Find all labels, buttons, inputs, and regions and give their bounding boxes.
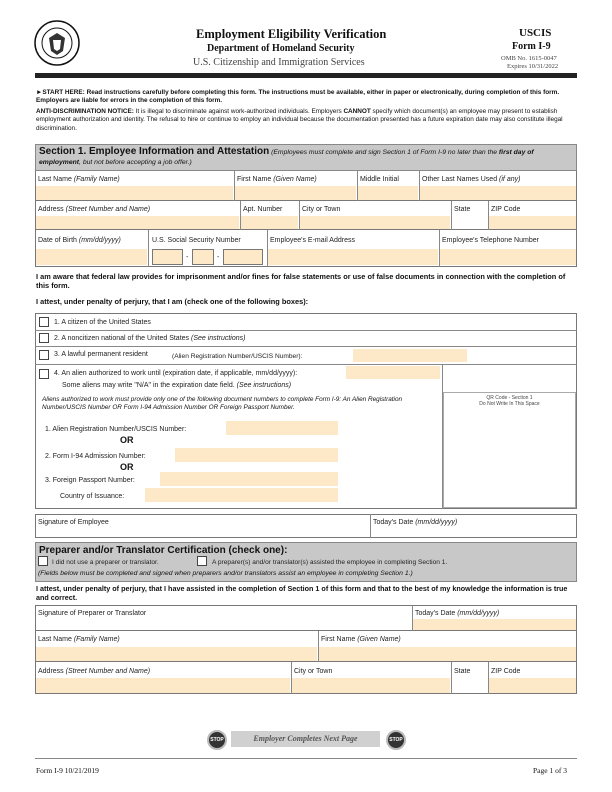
ssn-part2-input[interactable]: [192, 249, 214, 265]
passport-input[interactable]: [160, 472, 338, 486]
state-label: State: [454, 206, 471, 213]
qr-code-area: QR Code - Section 1 Do Not Write In This Space: [443, 392, 576, 508]
noncitizen-national-checkbox[interactable]: [39, 333, 49, 343]
preparer-date-label: Today's Date (mm/dd/yyyy): [415, 610, 500, 617]
employer-next-page-banner: Employer Completes Next Page: [231, 731, 380, 747]
dob-label: Date of Birth (mm/dd/yyyy): [38, 237, 121, 244]
middle-initial-input[interactable]: [358, 186, 418, 200]
preparer-attestation: I attest, under penalty of perjury, that I have assisted in the completion of Section 1 of this form and that to the best of my knowledge the information is true and correct.: [36, 584, 568, 602]
preparer-last-name-label: Last Name (Family Name): [38, 636, 120, 643]
stop-sign-icon: STOP: [207, 730, 227, 750]
email-input[interactable]: [268, 249, 438, 265]
alien-registration-input[interactable]: [226, 421, 338, 435]
permanent-resident-checkbox[interactable]: [39, 350, 49, 360]
preparer-date-input[interactable]: [413, 619, 576, 630]
preparer-used-label: A preparer(s) and/or translator(s) assisted the employee in completing Section 1.: [212, 559, 448, 566]
employee-signature-label: Signature of Employee: [38, 519, 109, 526]
preparer-zip-input[interactable]: [489, 678, 576, 693]
ssn-part1-input[interactable]: [152, 249, 183, 265]
preparer-note: (Fields below must be completed and signed when preparers and/or translators assist an employee in completing Section 1.): [38, 570, 413, 577]
i94-input[interactable]: [175, 448, 338, 462]
or-separator: OR: [120, 435, 134, 445]
form-number: Form I-9: [512, 41, 551, 52]
noncitizen-national-label: 2. A noncitizen national of the United States (See instructions): [54, 335, 246, 342]
i94-label: 2. Form I-94 Admission Number:: [45, 453, 146, 460]
dob-input[interactable]: [36, 249, 147, 265]
last-name-input[interactable]: [36, 186, 233, 200]
department: Department of Homeland Security: [207, 43, 355, 54]
ssn-dash-2: -: [217, 254, 220, 261]
omb-number: OMB No. 1615-0047: [501, 55, 557, 62]
passport-label: 3. Foreign Passport Number:: [45, 477, 135, 484]
preparer-state-label: State: [454, 668, 471, 675]
permanent-resident-label: 3. A lawful permanent resident: [54, 351, 148, 358]
preparer-first-name-label: First Name (Given Name): [321, 636, 401, 643]
apt-number-label: Apt. Number: [243, 206, 283, 213]
header-rule: [35, 73, 577, 78]
address-label: Address (Street Number and Name): [38, 206, 151, 213]
na-note: Some aliens may write "N/A" in the expiration date field. (See instructions): [62, 382, 292, 389]
state-select[interactable]: [452, 216, 487, 229]
zip-label: ZIP Code: [491, 206, 521, 213]
alien-number-label: (Alien Registration Number/USCIS Number):: [172, 353, 303, 360]
employee-signature-input[interactable]: [36, 527, 369, 537]
awareness-statement: I am aware that federal law provides for imprisonment and/or fines for false statements or use of false documents in connection with the completion of this form.: [36, 272, 566, 290]
ssn-part3-input[interactable]: [223, 249, 263, 265]
other-last-names-input[interactable]: [420, 186, 576, 200]
expiration-date-input[interactable]: [346, 366, 440, 379]
zip-input[interactable]: [489, 216, 576, 229]
first-name-input[interactable]: [235, 186, 356, 200]
anti-discrimination-notice: ANTI-DISCRIMINATION NOTICE: It is illegal to discriminate against work-authorized individuals. Employers CANNOT specify which document(s) an employee may present to establish employment authorization and identity. The refusal to hire or continue to employ an individual because the documentation presented has a future expiration date may also constitute illegal discrimination.: [36, 108, 563, 132]
country-label: Country of Issuance:: [60, 493, 125, 500]
apt-number-input[interactable]: [241, 216, 298, 229]
footer-rule: [35, 758, 577, 759]
preparer-address-label: Address (Street Number and Name): [38, 668, 151, 675]
address-input[interactable]: [36, 216, 239, 229]
start-here-notice: ►START HERE: Read instructions carefully before completing this form. The instructions must be available, either in paper or electronically, during completion of this form. Employers are liable for errors in the completion of this form.: [36, 89, 560, 104]
country-input[interactable]: [145, 488, 338, 502]
ssn-label: U.S. Social Security Number: [152, 237, 241, 244]
citizen-label: 1. A citizen of the United States: [54, 319, 151, 326]
preparer-city-input[interactable]: [292, 678, 450, 693]
aliens-instructions: Aliens authorized to work must provide only one of the following document numbers to complete Form I-9: An Alien Registration Number/USCIS Number OR Form I-94 Admission Number OR Foreign Passport Number.: [42, 396, 403, 411]
last-name-label: Last Name (Family Name): [38, 176, 120, 183]
permanent-resident-number-input[interactable]: [353, 349, 467, 362]
agency: U.S. Citizenship and Immigration Services: [193, 57, 365, 68]
preparer-header: Preparer and/or Translator Certification (check one):: [35, 542, 577, 582]
preparer-zip-label: ZIP Code: [491, 668, 521, 675]
phone-label: Employee's Telephone Number: [442, 237, 539, 244]
preparer-used-checkbox[interactable]: [197, 556, 207, 566]
preparer-signature-label: Signature of Preparer or Translator: [38, 610, 147, 617]
uscis-label: USCIS: [519, 27, 552, 39]
preparer-signature-input[interactable]: [36, 619, 411, 630]
preparer-address-input[interactable]: [36, 678, 290, 693]
employee-date-label: Today's Date (mm/dd/yyyy): [373, 519, 458, 526]
other-last-names-label: Other Last Names Used (if any): [422, 176, 521, 183]
form-edition-date: Form I-9 10/21/2019: [36, 766, 99, 775]
or-separator: OR: [120, 462, 134, 472]
preparer-city-label: City or Town: [294, 668, 333, 675]
attestation-statement: I attest, under penalty of perjury, that I am (check one of the following boxes):: [36, 297, 309, 306]
alien-authorized-label: 4. An alien authorized to work until (expiration date, if applicable, mm/dd/yyyy):: [54, 370, 298, 377]
page-number: Page 1 of 3: [533, 766, 567, 775]
ssn-dash-1: -: [186, 254, 189, 261]
city-label: City or Town: [302, 206, 341, 213]
expiration: Expires 10/31/2022: [507, 63, 559, 70]
phone-input[interactable]: [440, 249, 576, 265]
section1-header: Section 1. Employee Information and Attestation (Employees must complete and sign Section 1 of Form I-9 no later than the first day of employment, but not before accepting a job offer.): [35, 144, 577, 171]
employee-date-input[interactable]: [371, 527, 576, 537]
alien-registration-label: 1. Alien Registration Number/USCIS Number:: [45, 426, 187, 433]
first-name-label: First Name (Given Name): [237, 176, 317, 183]
citizen-checkbox[interactable]: [39, 317, 49, 327]
no-preparer-label: I did not use a preparer or translator.: [52, 559, 159, 566]
no-preparer-checkbox[interactable]: [38, 556, 48, 566]
stop-sign-icon: STOP: [386, 730, 406, 750]
form-title: Employment Eligibility Verification: [196, 27, 387, 41]
dhs-seal: [34, 20, 80, 66]
alien-authorized-checkbox[interactable]: [39, 369, 49, 379]
middle-initial-label: Middle Initial: [360, 176, 399, 183]
preparer-last-name-input[interactable]: [36, 647, 317, 661]
city-input[interactable]: [300, 216, 450, 229]
preparer-state-select[interactable]: [452, 678, 487, 693]
preparer-first-name-input[interactable]: [319, 647, 576, 661]
email-label: Employee's E-mail Address: [270, 237, 355, 244]
